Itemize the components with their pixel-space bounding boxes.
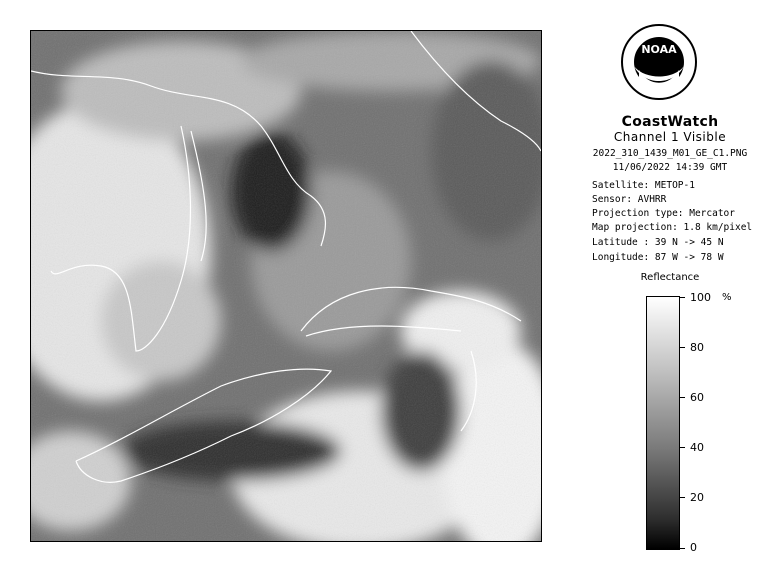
sensor-label: Sensor: AVHRR — [592, 194, 667, 205]
legend-tick — [680, 397, 685, 398]
image-texture — [31, 31, 541, 541]
legend-tick-label: 60 — [690, 391, 704, 404]
legend-tick — [680, 548, 685, 549]
reflectance-colorbar — [646, 296, 680, 550]
page-title: CoastWatch — [621, 114, 719, 130]
projection-label: Projection type: Mercator — [592, 208, 735, 219]
legend-tick — [680, 297, 685, 298]
latitude-label: Latitude : 39 N -> 45 N — [592, 237, 724, 248]
legend-tick — [680, 447, 685, 448]
legend-unit: % — [722, 292, 732, 303]
satellite-image — [30, 30, 542, 542]
filename-label: 2022_310_1439_M01_GE_C1.PNG — [592, 148, 748, 159]
satellite-label: Satellite: METOP-1 — [592, 180, 695, 191]
longitude-label: Longitude: 87 W -> 78 W — [592, 252, 724, 263]
legend-tick — [680, 497, 685, 498]
legend-tick-label: 100 — [690, 291, 711, 304]
legend-tick — [680, 347, 685, 348]
legend-tick-label: 80 — [690, 341, 704, 354]
legend-tick-label: 40 — [690, 441, 704, 454]
noaa-logo-text: NOAA — [641, 43, 677, 56]
legend-title: Reflectance — [640, 272, 700, 283]
map-projection-label: Map projection: 1.8 km/pixel — [592, 222, 753, 233]
datetime-label: 11/06/2022 14:39 GMT — [612, 162, 728, 173]
channel-label: Channel 1 Visible — [613, 130, 727, 144]
noaa-seal-icon — [619, 22, 699, 110]
legend-tick-label: 0 — [690, 541, 697, 554]
legend-tick-label: 20 — [690, 491, 704, 504]
noaa-logo — [619, 22, 699, 110]
satellite-image-canvas — [31, 31, 541, 541]
